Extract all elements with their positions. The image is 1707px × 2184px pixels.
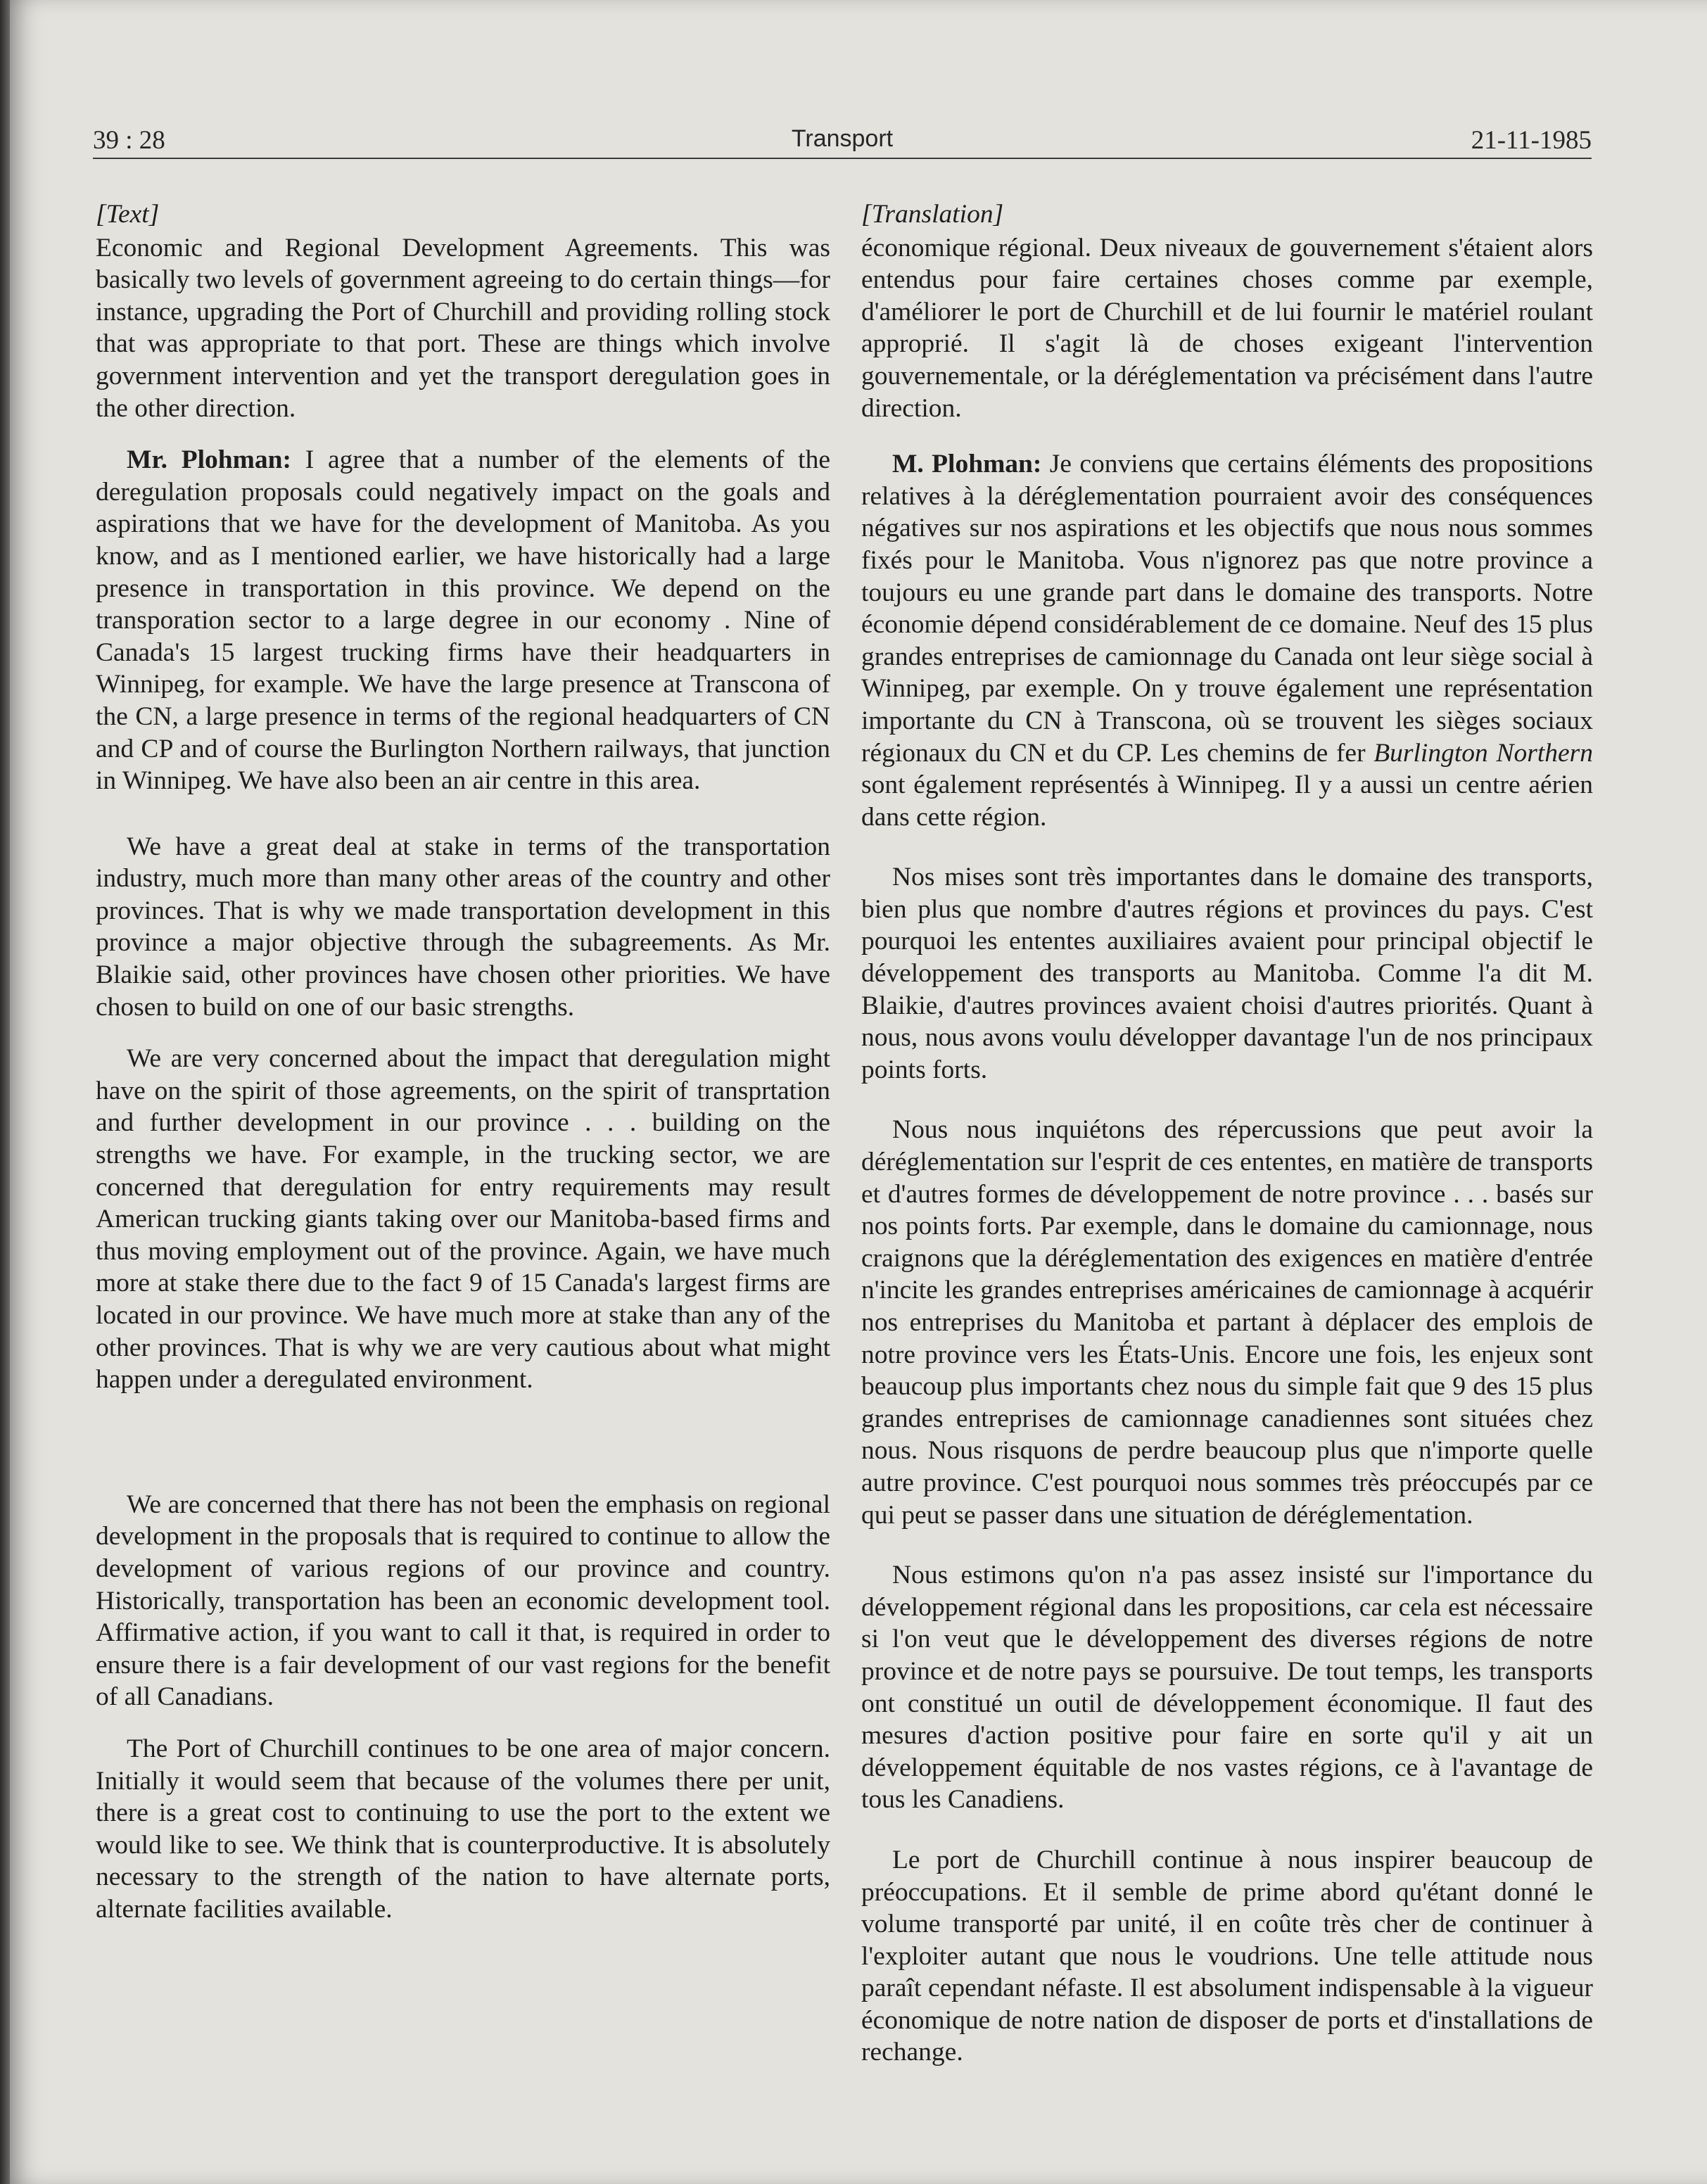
paragraph-5-fr: Nous estimons qu'on n'a pas assez insisté sur l'importance du développement régional dans les propositions, car cela est nécessaire si l'on veut que le développement des diverses régions de notre province et de notre pays se poursuive. De tout temps, les transports ont constitué un outil de développement économique. Il faut des mesures d'action positive pour faire en sorte qu'il y ait un développement équitable de nos vastes régions, ce à l'avantage de tous les Canadiens. [861,1561,1593,1815]
binding-edge-shadow [0,0,10,2184]
paragraph-2-fr-text-b: sont également représentés à Winnipeg. Il y a aussi un centre aérien dans cette région. [861,770,1593,832]
paragraph-5: We are concerned that there has not been the emphasis on regional development in the proposals that is required to continue to allow the development of various regions of our province and country. Historically, transportation has been an economic development tool. Affirmative action, if you want to call it that, is required in order to ensure there is a fair development of our vast regions for the benefit of all Canadians. [96,1490,830,1712]
paragraph-1-fr: économique régional. Deux niveaux de gouvernement s'étaient alors entendus pour faire certaines choses comme par exemple, d'améliorer le port de Churchill et de lui fournir le matériel roulant approprié. Il s'agit là de choses exigeant l'intervention gouvernementale, or la déréglementation va précisément dans l'autre direction. [861,233,1593,423]
translation-tag: [Translation] [861,200,1004,229]
page-header [93,125,1592,159]
paragraph-4-fr: Nous nous inquiétons des répercussions que peut avoir la déréglementation sur l'esprit de ces ententes, en matière de transports et d'autres formes de développement de notre province . . . basés sur nos points forts. Par exemple, dans le domaine du camionnage, nous craignons que la déréglementation des exigences en matière d'entrée n'incite les grandes entreprises américaines de camionnage à acquérir nos entreprises du Manitoba et partant à déplacer des emplois de notre province vers les États-Unis. Encore une fois, les enjeux sont beaucoup plus importants chez nous du simple fait que 9 des 15 plus grandes entreprises de camionnage canadiennes sont situées chez nous. Nous risquons de perdre beaucoup plus que n'importe quelle autre province. C'est pourquoi nous sommes très préoccupés par ce qui peut se passer dans une situation de déréglementation. [861,1115,1593,1530]
french-column [861,198,1593,2069]
paragraph-6-fr: Le port de Churchill continue à nous inspirer beaucoup de préoccupations. Et il semble de prime abord qu'étant donné le volume transporté par unité, il en coûte très cher de continuer à l'exploiter autant que nous le voudrions. Une telle attitude nous paraît cependant néfaste. Il est absolument indispensable à la vigueur économique de notre nation de disposer de ports et d'installations de rechange. [861,1845,1593,2067]
session-date: 21-11-1985 [1471,126,1592,155]
text-tag: [Text] [96,200,160,229]
paragraph-2-fr [861,448,1593,833]
paragraph-1: Economic and Regional Development Agreements. This was basically two levels of government agreeing to do certain things—for instance, upgrading the Port of Churchill and providing rolling stock that was appropriate to that port. These are things which involve government intervention and yet the transport deregulation goes in the other direction. [96,233,830,423]
paragraph-2 [96,444,830,797]
paragraph-4: We are very concerned about the impact that deregulation might have on the spirit of those agreements, on the spirit of transprtation and further development in our province . . . building on the strengths we have. For example, in the trucking sector, we are concerned that deregulation for entry requirements may result American trucking giants taking over our Manitoba-based firms and thus moving employment out of the province. Again, we have much more at stake there due to the fact 9 of 15 Canada's largest firms are located in our province. We have much more at stake than any of the other provinces. That is why we are very cautious about what might happen under a deregulated environment. [96,1044,830,1395]
paragraph-6: The Port of Churchill continues to be one area of major concern. Initially it would seem that because of the volumes there per unit, there is a great cost to continuing to use the port to the extent we would like to see. We think that is counterproductive. It is absolutely necessary to the strength of the nation to have alternate ports, alternate facilities available. [96,1734,830,1924]
committee-title: Transport [791,125,894,152]
speaker-name-fr: M. Plohman: [892,450,1042,479]
paragraph-3-fr: Nos mises sont très importantes dans le domaine des transports, bien plus que nombre d'autres régions et provinces du pays. C'est pourquoi les ententes auxiliaires avaient pour principal objectif le développement des transports au Manitoba. Comme l'a dit M. Blaikie, d'autres provinces avaient choisi d'autres priorités. Quant à nous, nous avons voulu développer davantage l'un de nos principaux points forts. [861,863,1593,1084]
railway-name-italic: Burlington Northern [1373,738,1593,768]
header-rule [93,158,1592,159]
paragraph-2-fr-text-a: Je conviens que certains éléments des propositions relatives à la déréglementation pourraient avoir des conséquences négatives sur nos aspirations et les objectifs que nous nous sommes fixés pour le Manitoba. Vous n'ignorez pas que notre province a toujours eu une grande part dans le domaine des transports. Notre économie dépend considérablement de ce domaine. Neuf des 15 plus grandes entreprises de camionnage du Canada ont leur siège social à Winnipeg, par exemple. On y trouve également une représentation importante du CN à Transcona, où se trouvent les sièges sociaux régionaux du CN et du CP. Les chemins de fer [861,450,1593,768]
paragraph-3: We have a great deal at stake in terms of the transportation industry, much more than many other areas of the country and other provinces. That is why we made transportation development in this province a major objective through the subagreements. As Mr. Blaikie said, other provinces have chosen other priorities. We have chosen to build on one of our basic strengths. [96,832,830,1022]
page-number: 39 : 28 [93,126,165,155]
paragraph-2-text: I agree that a number of the elements of the deregulation proposals could negatively impact on the goals and aspirations that we have for the development of Manitoba. As you know, and as I mentioned earlier, we have historically had a large presence in transportation in this province. We depend on the transporation sector to a large degree in our economy . Nine of Canada's 15 largest trucking firms have their headquarters in Winnipeg, for example. We have the large presence at Transcona of the CN, a large presence in terms of the regional headquarters of CN and CP and of course the Burlington Northern railways, that junction in Winnipeg. We have also been an air centre in this area. [96,445,830,796]
english-column [96,198,830,1926]
speaker-name: Mr. Plohman: [127,445,291,475]
